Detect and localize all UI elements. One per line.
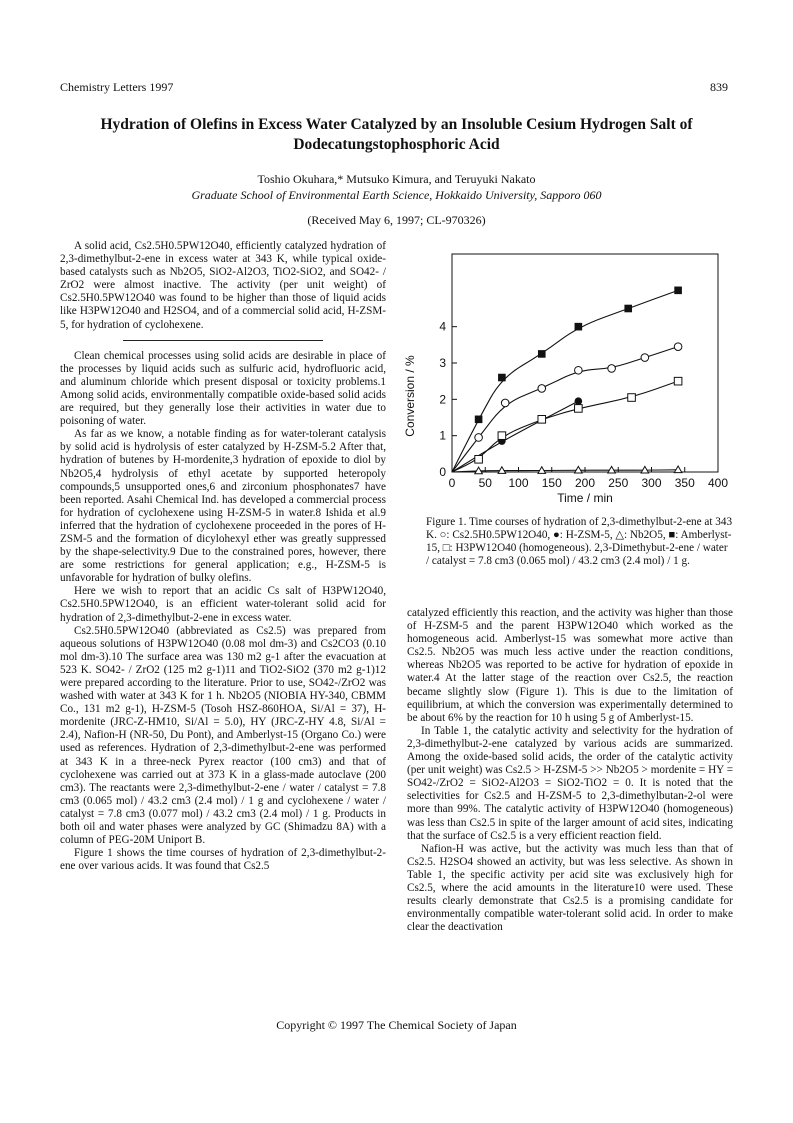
data-point-square-filled [624,305,632,313]
x-tick-label: 100 [508,476,529,490]
data-point-square-filled [498,374,506,382]
abstract: A solid acid, Cs2.5H0.5PW12O40, efficiently catalyzed hydration of 2,3-dimethylbut-2-ene in excess water at 343 K, while typical oxide-based catalysts such as Nb2O5, SiO2-Al2O3, TiO2-SiO2, and SO42- / ZrO2 were almost inactive. The activity (per unit weight) of Cs2.5H0.5PW12O40 was found to be higher than those of liquid acids like H3PW12O40 and H2SO4, and of a commercial solid acid, H-ZSM-5, for hydration of cyclohexene. [60,240,386,331]
data-point-square-open [575,405,583,413]
data-point-square-open [498,432,506,440]
figure-1-chart [400,246,733,508]
data-point-circle-filled [575,397,583,405]
data-point-circle-open [674,343,682,351]
y-tick-label: 0 [439,465,446,479]
series-curve [452,347,678,472]
x-tick-label: 0 [448,476,456,490]
data-point-circle-open [608,365,616,373]
x-tick-label: 200 [574,476,596,490]
copyright-footer: Copyright © 1997 The Chemical Society of Japan [276,1018,517,1032]
x-tick-label: 250 [608,476,629,490]
data-point-circle-open [475,434,483,442]
data-point-square-filled [674,287,682,295]
y-tick-label: 3 [439,356,446,370]
x-tick-label: 300 [641,476,662,490]
x-axis-label: Time / min [557,491,613,505]
series-curve [452,401,578,472]
y-tick-label: 2 [439,392,446,407]
figure-caption: Figure 1. Time courses of hydration of 2,3-dimethylbut-2-ene at 343 K. ○: Cs2.5H0.5PW12O40, ●: H-ZSM-5, △: Nb2O5, ■: Amberlyst-15, □: H3PW12O40 (homogeneous). 2,3-Dimethybut-2-ene / water / catalyst = 7.8 cm3 (0.065 mol) / 43.2 cm3 (2.4 mol) / 1 g. [426,516,733,568]
journal-name: Chemistry Letters 1997 [60,80,174,94]
body-paragraph: Cs2.5H0.5PW12O40 (abbreviated as Cs2.5) was prepared from aqueous solutions of H3PW12O40 (0.08 mol dm-3) and Cs2CO3 (0.10 mol dm-3).10 The surface area was 130 m2 g-1 after the evacuation at 523 K. SO42- / ZrO2 (125 m2 g-1)11 and TiO2-SiO2 (370 m2 g-1)12 were prepared according to the literature. Prior to use, SO42-/ZrO2 was washed with water at 343 K for 1 h. Nb2O5 (NIOBIA HY-340, CBMM Co., 131 m2 g-1), H-ZSM-5 (Tosoh HSZ-860HOA, Si/Al = 37), H-mordenite (JRC-Z-HM10, Si/Al = 5.0), HY (JRC-Z-HY 4.8, Si/Al = 2.4), Nafion-H (NR-50, Du Pont), and Amberlyst-15 (Organo Co.) were used as references. Hydration of 2,3-dimethylbut-2-ene was performed at 343 K in a three-neck Pyrex reactor (100 cm3) and that of cyclohexene was carried out at 373 K in a glass-made autoclave (200 cm3). The reactants were 2,3-dimethylbut-2-ene / water / catalyst = 7.8 cm3 (0.065 mol) / 43.2 cm3 (2.4 mol) / 1 g and cyclohexene / water / catalyst = 7.8 cm3 (0.077 mol) / 43.2 cm3 (2.4 mol) / 1 g. Products in both oil and water phases were analyzed by GC (Shimadzu 8A) with a column of PEG-20M Uniport B. [60,624,386,847]
affiliation: Graduate School of Environmental Earth Science, Hokkaido University, Sapporo 060 [191,188,602,202]
author-list: Toshio Okuhara,* Mutsuko Kimura, and Teruyuki Nakato [257,172,536,186]
data-point-square-open [628,394,636,402]
paper-title: Hydration of Olefins in Excess Water Catalyzed by an Insoluble Cesium Hydrogen Salt of Dodecatungstophosphoric Acid [100,116,693,153]
data-point-circle-open [641,354,649,362]
page-number: 839 [710,80,728,94]
x-tick-label: 400 [707,476,729,490]
body-paragraph: Figure 1 shows the time courses of hydration of 2,3-dimethylbut-2-ene over various acids. It was found that Cs2.5 [60,847,386,873]
data-point-circle-open [575,366,583,374]
data-point-square-open [475,455,483,463]
body-paragraph: In Table 1, the catalytic activity and selectivity for the hydration of 2,3-dimethylbut-2-ene catalyzed by various acids are summarized. Among the oxide-based solid acids, the order of the catalytic activity (per unit weight) was Cs2.5 > H-ZSM-5 >> Nb2O5 > mordenite = HY = SO42-/ZrO2 = SiO2-Al2O3 = SiO2-TiO2 = 0. It is noted that the selectivities for Cs2.5 and H-ZSM-5 to 2,3-dimethylbutan-2-ol were more than 99%. The catalytic activity of H3PW12O40 (homogeneous) was less than Cs2.5 in spite of the larger amount of acid sites, indicating that the surface of Cs2.5 is a very efficient reaction field. [407,724,733,842]
x-tick-label: 50 [478,476,492,490]
left-column [60,240,386,873]
y-axis-label: Conversion / % [403,355,417,437]
data-point-square-filled [575,323,583,331]
y-tick-label: 4 [439,319,446,334]
data-point-square-filled [475,416,483,424]
body-paragraph: As far as we know, a notable finding as for water-tolerant catalysis by solid acid is hydrolysis of ester catalyzed by H-ZSM-5.2 After that, hydration of butenes by H-mordenite,3 hydration of epoxide to diol by Nb2O5,4 hydrolysis of ethyl acetate by supported heteropoly compounds,5 unsupported ones,6 and zirconium phosphonates7 have been reported. Asahi Chemical Ind. has developed a commercial process for hydration of cyclohexene using H-ZSM-5 in water.8 Ishida et al.9 inferred that the hydration of cyclohexene proceeded in the pores of H-ZSM-5 and the formation of dicylohexyl ether was greatly suppressed by the shape-selectivity.9 Due to the constrained pores, however, there are some restrictions for general application; e.g., H-ZSM-5 is unfavorable for hydration of bulky olefins. [60,428,386,585]
x-tick-label: 150 [541,476,562,490]
body-paragraph: catalyzed efficiently this reaction, and the activity was higher than those of H-ZSM-5 and the parent H3PW12O40 which worked as the homogeneous acid. Amberlyst-15 was somewhat more active than Cs2.5. Nb2O5 was much less active under the reaction conditions, whereas Nb2O5 was reported to be active for hydration of epoxide in water.4 At the latter stage of the reaction over Cs2.5, the reaction became slightly slow (Figure 1). This is due to the limitation of equilibrium, at which the conversion was experimentally determined to be about 6% by the reaction for 10 h using 5 g of Amberlyst-15. [407,607,733,724]
data-point-square-open [538,416,546,424]
body-paragraph: Clean chemical processes using solid acids are desirable in place of the processes by liquid acids such as sulfuric acid, hydrofluoric acid, and aluminum chloride which present disposal or toxicity problems.1 Among solid acids, environmentally compatible oxide-based solid acids are required, but they generally lose their activities in water due to poisoning of water. [60,349,386,428]
data-point-square-open [674,377,682,385]
data-point-circle-open [538,385,546,393]
body-paragraph: Here we wish to report that an acidic Cs salt of H3PW12O40, Cs2.5H0.5PW12O40, is an efficient water-tolerant solid acid for hydration of 2,3-dimethylbut-2-ene in excess water. [60,585,386,624]
body-paragraph: Nafion-H was active, but the activity was much less than that of Cs2.5. H2SO4 showed an activity, but was less selective. As shown in Table 1, the specific activity per acid site was exclusively high for Cs2.5, where the acid amounts in the literature10 were used. These results clearly demonstrate that Cs2.5 is a promising candidate for environmentally compatible water-tolerant solid acid. In order to make clear the deactivation [407,842,733,934]
x-tick-label: 350 [674,476,695,490]
right-column [407,607,733,934]
series-curve [452,381,678,472]
abstract-divider [123,340,323,341]
y-tick-label: 1 [439,428,446,443]
data-point-circle-open [501,399,509,407]
series-curve [452,290,678,472]
data-point-square-filled [538,350,546,358]
received-date: (Received May 6, 1997; CL-970326) [307,213,486,227]
